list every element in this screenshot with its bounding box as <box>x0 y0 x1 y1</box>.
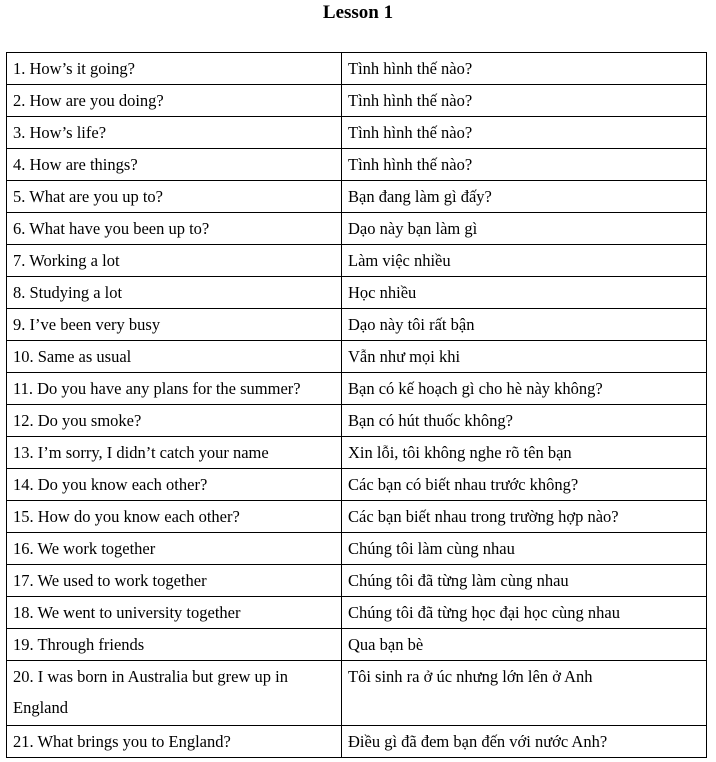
english-cell: 2. How are you doing? <box>7 85 342 117</box>
table-row <box>7 309 707 341</box>
english-cell: 13. I’m sorry, I didn’t catch your name <box>7 437 342 469</box>
vietnamese-cell: Chúng tôi đã từng làm cùng nhau <box>342 565 707 597</box>
vietnamese-cell: Qua bạn bè <box>342 629 707 661</box>
table-row <box>7 565 707 597</box>
vietnamese-cell: Bạn có hút thuốc không? <box>342 405 707 437</box>
english-cell: 12. Do you smoke? <box>7 405 342 437</box>
vietnamese-cell: Xin lỗi, tôi không nghe rõ tên bạn <box>342 437 707 469</box>
table-row <box>7 149 707 181</box>
table-row <box>7 53 707 85</box>
english-cell: 21. What brings you to England? <box>7 726 342 758</box>
page-title: Lesson 1 <box>322 2 394 23</box>
english-cell: 8. Studying a lot <box>7 277 342 309</box>
table-row <box>7 117 707 149</box>
table-row <box>7 277 707 309</box>
vietnamese-cell: Học nhiều <box>342 277 707 309</box>
english-cell: 17. We used to work together <box>7 565 342 597</box>
vietnamese-cell: Tình hình thế nào? <box>342 149 707 181</box>
english-cell: 15. How do you know each other? <box>7 501 342 533</box>
table-row <box>7 437 707 469</box>
vietnamese-cell: Chúng tôi đã từng học đại học cùng nhau <box>342 597 707 629</box>
vietnamese-cell: Vẫn như mọi khi <box>342 341 707 373</box>
table-row <box>7 85 707 117</box>
vietnamese-cell: Chúng tôi làm cùng nhau <box>342 533 707 565</box>
vietnamese-cell: Điều gì đã đem bạn đến với nước Anh? <box>342 726 707 758</box>
table-row <box>7 405 707 437</box>
vietnamese-cell: Tình hình thế nào? <box>342 85 707 117</box>
table-row <box>7 597 707 629</box>
table-row <box>7 533 707 565</box>
vietnamese-cell: Các bạn biết nhau trong trường hợp nào? <box>342 501 707 533</box>
vietnamese-cell: Tình hình thế nào? <box>342 53 707 85</box>
english-cell: 3. How’s life? <box>7 117 342 149</box>
vietnamese-cell: Tình hình thế nào? <box>342 117 707 149</box>
table-row <box>7 469 707 501</box>
vietnamese-cell: Dạo này tôi rất bận <box>342 309 707 341</box>
english-cell: 6. What have you been up to? <box>7 213 342 245</box>
english-cell: 19. Through friends <box>7 629 342 661</box>
table-row <box>7 661 707 726</box>
english-cell: 16. We work together <box>7 533 342 565</box>
table-row <box>7 629 707 661</box>
english-cell: 1. How’s it going? <box>7 53 342 85</box>
english-cell: 14. Do you know each other? <box>7 469 342 501</box>
english-cell: 7. Working a lot <box>7 245 342 277</box>
table-row <box>7 726 707 758</box>
english-cell: 4. How are things? <box>7 149 342 181</box>
phrase-table <box>6 52 707 758</box>
table-row <box>7 373 707 405</box>
vietnamese-cell: Tôi sinh ra ở úc nhưng lớn lên ở Anh <box>342 661 707 726</box>
table-row <box>7 213 707 245</box>
vietnamese-cell: Bạn đang làm gì đấy? <box>342 181 707 213</box>
english-cell: 20. I was born in Australia but grew up in England <box>7 661 342 726</box>
vietnamese-cell: Làm việc nhiều <box>342 245 707 277</box>
table-row <box>7 341 707 373</box>
english-cell: 5. What are you up to? <box>7 181 342 213</box>
english-cell: 11. Do you have any plans for the summer? <box>7 373 342 405</box>
english-cell: 10. Same as usual <box>7 341 342 373</box>
vietnamese-cell: Dạo này bạn làm gì <box>342 213 707 245</box>
vietnamese-cell: Các bạn có biết nhau trước không? <box>342 469 707 501</box>
table-row <box>7 181 707 213</box>
english-cell: 18. We went to university together <box>7 597 342 629</box>
english-cell: 9. I’ve been very busy <box>7 309 342 341</box>
table-row <box>7 501 707 533</box>
vietnamese-cell: Bạn có kế hoạch gì cho hè này không? <box>342 373 707 405</box>
table-row <box>7 245 707 277</box>
